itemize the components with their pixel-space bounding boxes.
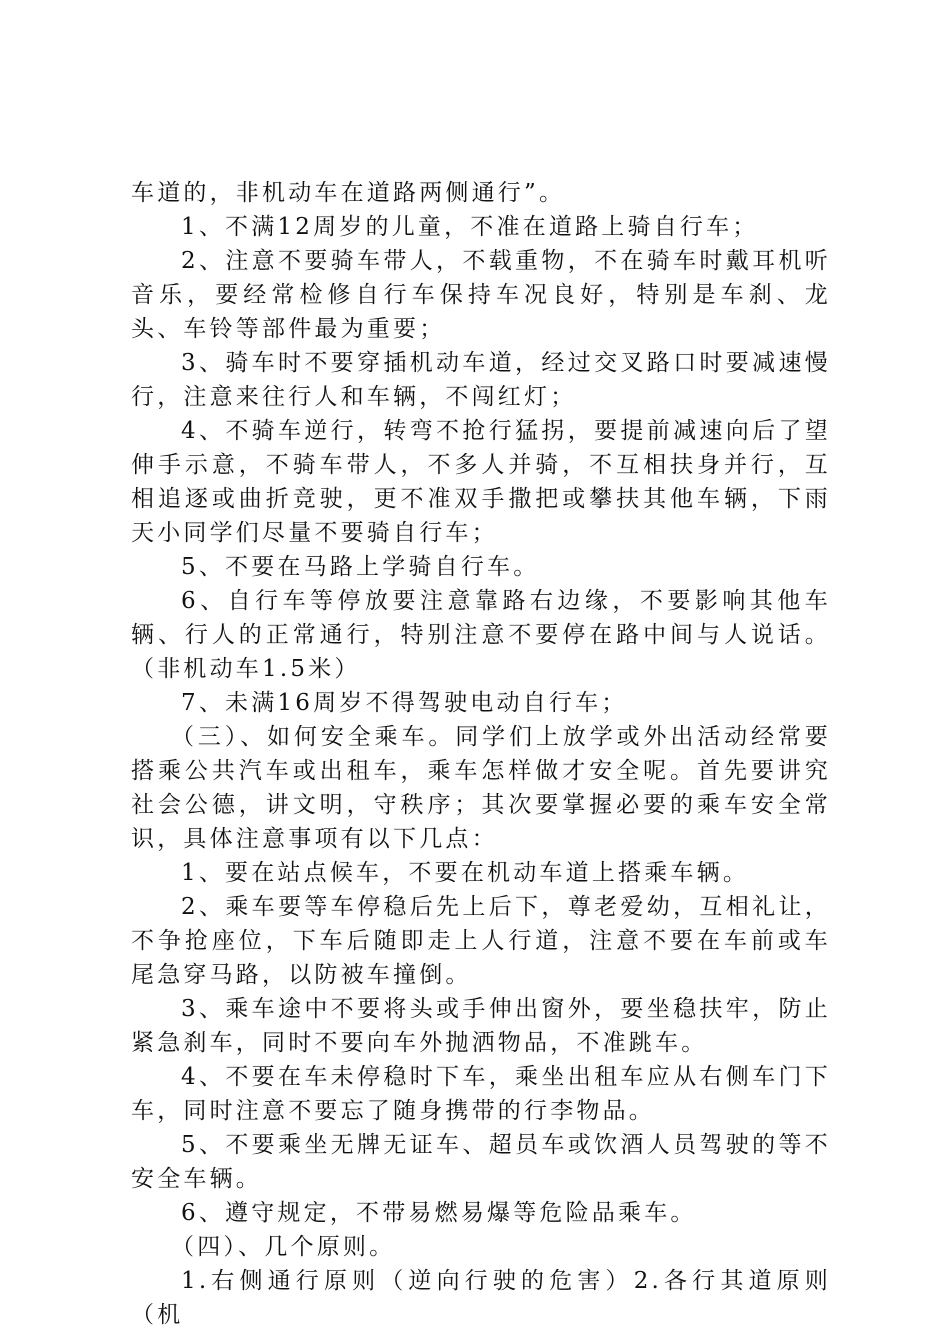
- paragraph-rule-1: 1、不满12周岁的儿童，不准在道路上骑自行车；: [181, 214, 759, 240]
- paragraph-rule-5: 5、不要在马路上学骑自行车。: [181, 554, 540, 580]
- paragraph-principles: 1.右侧通行原则（逆向行驶的危害）2.各行其道原则（机: [131, 1268, 831, 1328]
- paragraph-rule-2: 2、注意不要骑车带人，不载重物，不在骑车时戴耳机听音乐，要经常检修自行车保持车况良好，特别是车刹、龙头、车铃等部件最为重要；: [131, 248, 831, 342]
- paragraph-rule-6: 6、自行车等停放要注意靠路右边缘，不要影响其他车辆、行人的正常通行，特别注意不要停在路中间与人说话。（非机动车1.5米）: [131, 588, 831, 682]
- paragraph-ride-2: 2、乘车要等车停稳后先上后下，尊老爱幼，互相礼让，不争抢座位，下车后随即走上人行道，注意不要在车前或车尾急穿马路，以防被车撞倒。: [131, 894, 831, 988]
- paragraph-ride-4: 4、不要在车未停稳时下车，乘坐出租车应从右侧车门下车，同时注意不要忘了随身携带的行李物品。: [131, 1064, 831, 1124]
- paragraph-ride-5: 5、不要乘坐无牌无证车、超员车或饮酒人员驾驶的等不安全车辆。: [131, 1132, 831, 1192]
- section-heading-four: （四）、几个原则。: [171, 1234, 396, 1260]
- document-body: [131, 176, 831, 1332]
- paragraph-rule-3: 3、骑车时不要穿插机动车道，经过交叉路口时要减速慢行，注意来往行人和车辆，不闯红灯；: [131, 350, 831, 410]
- section-heading-three: （三）、如何安全乘车。同学们上放学或外出活动经常要搭乘公共汽车或出租车，乘车怎样做才安全呢。首先要讲究社会公德，讲文明，守秩序；其次要掌握必要的乘车安全常识，具体注意事项有以下几点：: [131, 724, 831, 852]
- paragraph-rule-4: 4、不骑车逆行，转弯不抢行猛拐，要提前减速向后了望伸手示意，不骑车带人，不多人并骑，不互相扶身并行，互相追逐或曲折竞驶，更不准双手撒把或攀扶其他车辆，下雨天小同学们尽量不要骑自行车；: [131, 418, 831, 546]
- paragraph-rule-7: 7、未满16周岁不得驾驶电动自行车；: [181, 690, 628, 716]
- paragraph-continuation: 车道的，非机动车在道路两侧通行”。: [131, 180, 566, 206]
- paragraph-ride-6: 6、遵守规定，不带易燃易爆等危险品乘车。: [181, 1200, 697, 1226]
- paragraph-ride-3: 3、乘车途中不要将头或手伸出窗外，要坐稳扶牢，防止紧急刹车，同时不要向车外抛洒物品，不准跳车。: [131, 996, 831, 1056]
- paragraph-ride-1: 1、要在站点候车，不要在机动车道上搭乘车辆。: [181, 860, 750, 886]
